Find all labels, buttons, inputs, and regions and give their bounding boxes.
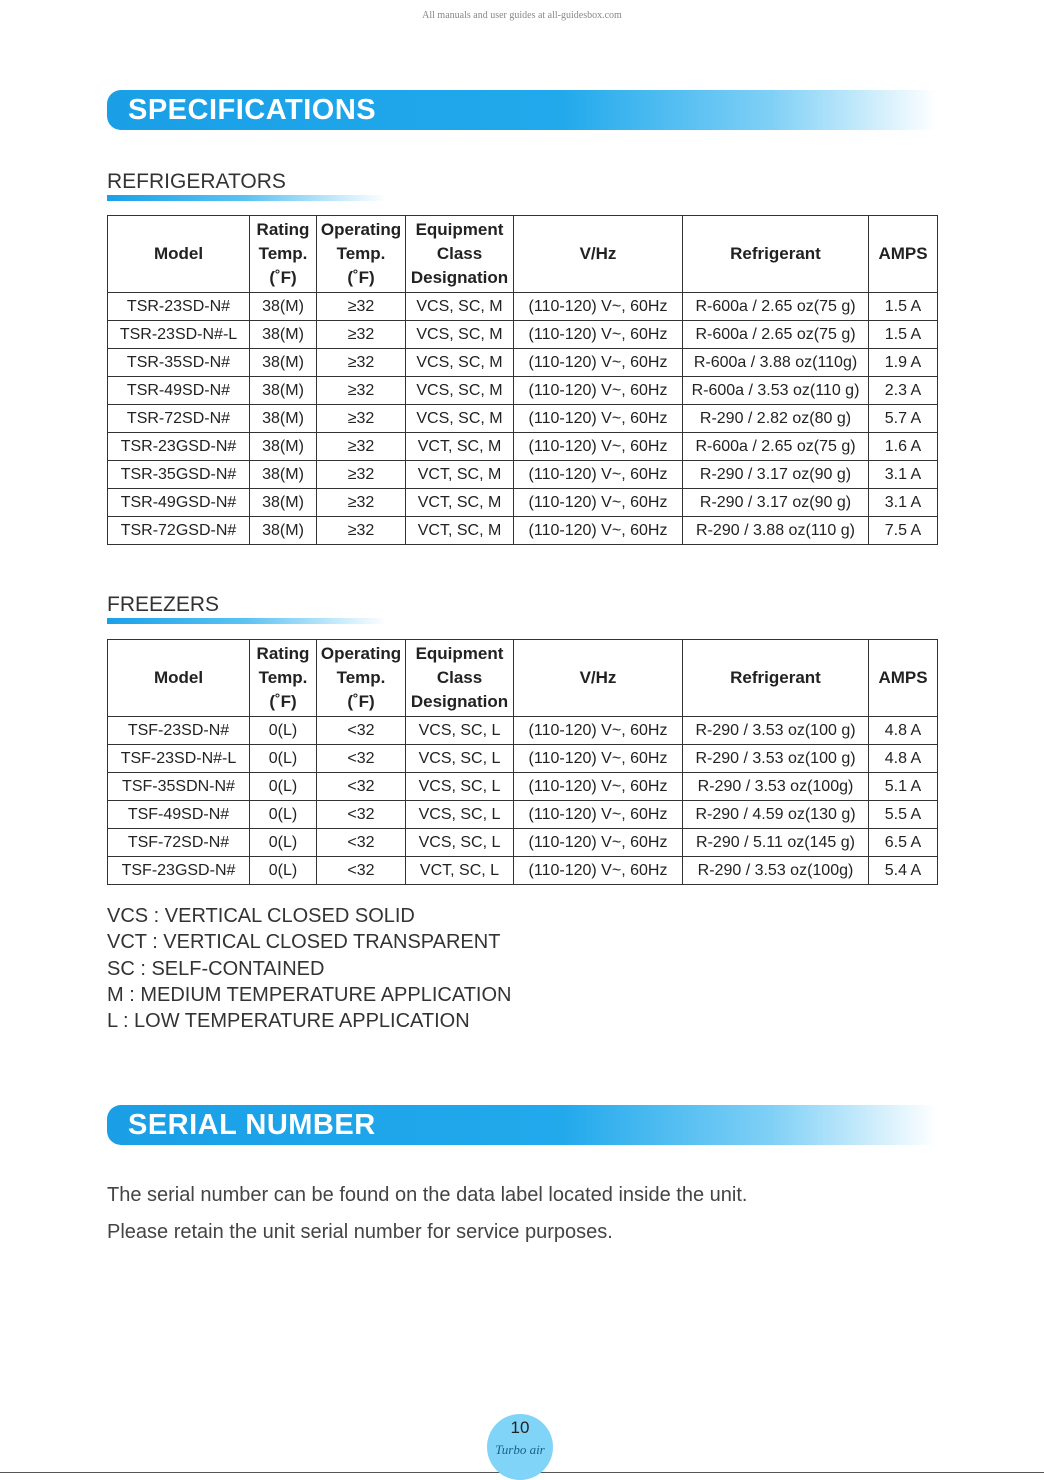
table-cell: 0(L) (250, 717, 317, 745)
col-header-equipment-class: Equipment Class Designation (406, 640, 514, 717)
table-cell: VCS, SC, L (406, 717, 514, 745)
table-cell: ≥32 (317, 349, 406, 377)
freezers-table (107, 639, 938, 885)
table-cell: 38(M) (250, 461, 317, 489)
col-header-rating-temp: Rating Temp. (˚F) (250, 640, 317, 717)
col-header-operating-temp: Operating Temp. (˚F) (317, 216, 406, 293)
table-cell: 5.1 A (869, 773, 938, 801)
table-cell: 4.8 A (869, 745, 938, 773)
table-cell: R-600a / 3.53 oz(110 g) (683, 377, 869, 405)
table-cell: (110-120) V~, 60Hz (514, 857, 683, 885)
table-cell: TSR-23SD-N#-L (108, 321, 250, 349)
table-cell: 3.1 A (869, 461, 938, 489)
table-cell: 0(L) (250, 773, 317, 801)
serial-number-banner (107, 1105, 937, 1145)
table-row (108, 349, 938, 377)
refrigerators-table (107, 215, 938, 545)
table-cell: (110-120) V~, 60Hz (514, 745, 683, 773)
refrigerators-underline (107, 195, 387, 201)
table-cell: ≥32 (317, 293, 406, 321)
table-cell: TSR-49SD-N# (108, 377, 250, 405)
table-row (108, 801, 938, 829)
table-cell: TSF-49SD-N# (108, 801, 250, 829)
table-cell: 1.5 A (869, 293, 938, 321)
table-cell: R-290 / 2.82 oz(80 g) (683, 405, 869, 433)
table-cell: (110-120) V~, 60Hz (514, 321, 683, 349)
table-cell: 38(M) (250, 405, 317, 433)
table-cell: 1.9 A (869, 349, 938, 377)
table-cell: 38(M) (250, 517, 317, 545)
table-cell: 0(L) (250, 829, 317, 857)
table-row (108, 857, 938, 885)
table-cell: 1.5 A (869, 321, 938, 349)
table-cell: R-290 / 3.53 oz(100g) (683, 857, 869, 885)
legend-item-vcs: VCS : VERTICAL CLOSED SOLID (107, 905, 415, 927)
table-header-row (108, 640, 938, 717)
table-row (108, 717, 938, 745)
table-row (108, 517, 938, 545)
table-row (108, 461, 938, 489)
table-cell: (110-120) V~, 60Hz (514, 293, 683, 321)
abbreviation-legend (107, 903, 512, 1034)
table-cell: <32 (317, 773, 406, 801)
table-cell: R-600a / 2.65 oz(75 g) (683, 293, 869, 321)
table-cell: VCS, SC, M (406, 321, 514, 349)
table-cell: <32 (317, 829, 406, 857)
table-cell: (110-120) V~, 60Hz (514, 433, 683, 461)
table-cell: VCS, SC, M (406, 293, 514, 321)
table-cell: 38(M) (250, 489, 317, 517)
table-cell: VCT, SC, L (406, 857, 514, 885)
table-cell: VCS, SC, M (406, 349, 514, 377)
table-cell: R-600a / 3.88 oz(110g) (683, 349, 869, 377)
table-cell: R-290 / 3.88 oz(110 g) (683, 517, 869, 545)
table-row (108, 745, 938, 773)
table-cell: 3.1 A (869, 489, 938, 517)
col-header-model: Model (108, 640, 250, 717)
table-row (108, 321, 938, 349)
col-header-amps: AMPS (869, 216, 938, 293)
table-cell: R-290 / 3.53 oz(100 g) (683, 745, 869, 773)
table-cell: VCS, SC, L (406, 829, 514, 857)
table-cell: (110-120) V~, 60Hz (514, 829, 683, 857)
table-cell: (110-120) V~, 60Hz (514, 717, 683, 745)
serial-paragraph-1: The serial number can be found on the data label located inside the unit. (107, 1184, 748, 1206)
table-cell: VCS, SC, M (406, 405, 514, 433)
table-cell: 0(L) (250, 745, 317, 773)
freezers-heading: FREEZERS (107, 593, 220, 616)
table-cell: VCT, SC, M (406, 433, 514, 461)
table-cell: R-600a / 2.65 oz(75 g) (683, 321, 869, 349)
table-cell: TSF-35SDN-N# (108, 773, 250, 801)
brand-name: Turbo air (495, 1442, 545, 1457)
legend-item-m: M : MEDIUM TEMPERATURE APPLICATION (107, 983, 512, 1006)
table-row (108, 293, 938, 321)
col-header-vhz: V/Hz (514, 216, 683, 293)
col-header-rating-temp: Rating Temp. (˚F) (250, 216, 317, 293)
table-cell: ≥32 (317, 489, 406, 517)
col-header-amps: AMPS (869, 640, 938, 717)
col-header-refrigerant: Refrigerant (683, 640, 869, 717)
legend-item-l: L : LOW TEMPERATURE APPLICATION (107, 1010, 470, 1033)
table-cell: (110-120) V~, 60Hz (514, 377, 683, 405)
table-cell: ≥32 (317, 517, 406, 545)
table-cell: (110-120) V~, 60Hz (514, 801, 683, 829)
table-cell: 2.3 A (869, 377, 938, 405)
table-cell: (110-120) V~, 60Hz (514, 349, 683, 377)
table-cell: (110-120) V~, 60Hz (514, 773, 683, 801)
table-row (108, 489, 938, 517)
table-cell: (110-120) V~, 60Hz (514, 489, 683, 517)
serial-number-title: SERIAL NUMBER (128, 1109, 376, 1141)
table-cell: R-600a / 2.65 oz(75 g) (683, 433, 869, 461)
col-header-vhz: V/Hz (514, 640, 683, 717)
table-cell: TSF-23GSD-N# (108, 857, 250, 885)
table-cell: R-290 / 4.59 oz(130 g) (683, 801, 869, 829)
table-cell: 38(M) (250, 321, 317, 349)
freezers-underline (107, 618, 387, 624)
table-cell: ≥32 (317, 461, 406, 489)
table-cell: <32 (317, 717, 406, 745)
table-cell: TSR-35SD-N# (108, 349, 250, 377)
table-cell: 5.5 A (869, 801, 938, 829)
table-row (108, 377, 938, 405)
table-cell: VCS, SC, L (406, 745, 514, 773)
specifications-title: SPECIFICATIONS (128, 94, 377, 126)
table-cell: (110-120) V~, 60Hz (514, 461, 683, 489)
table-cell: R-290 / 3.17 oz(90 g) (683, 489, 869, 517)
serial-paragraph-2: Please retain the unit serial number for service purposes. (107, 1221, 613, 1243)
table-cell: ≥32 (317, 321, 406, 349)
table-cell: VCT, SC, M (406, 489, 514, 517)
table-cell: (110-120) V~, 60Hz (514, 405, 683, 433)
table-cell: ≥32 (317, 377, 406, 405)
page-number: 10 (510, 1418, 530, 1437)
table-cell: 1.6 A (869, 433, 938, 461)
table-cell: 4.8 A (869, 717, 938, 745)
table-cell: VCS, SC, L (406, 773, 514, 801)
table-cell: 38(M) (250, 433, 317, 461)
table-cell: R-290 / 5.11 oz(145 g) (683, 829, 869, 857)
table-cell: R-290 / 3.17 oz(90 g) (683, 461, 869, 489)
legend-item-vct: VCT : VERTICAL CLOSED TRANSPARENT (107, 931, 501, 954)
table-cell: VCT, SC, M (406, 461, 514, 489)
table-cell: 0(L) (250, 857, 317, 885)
table-cell: ≥32 (317, 405, 406, 433)
table-cell: 7.5 A (869, 517, 938, 545)
table-cell: TSF-23SD-N#-L (108, 745, 250, 773)
table-cell: <32 (317, 745, 406, 773)
table-cell: 6.5 A (869, 829, 938, 857)
col-header-operating-temp: Operating Temp. (˚F) (317, 640, 406, 717)
table-cell: 38(M) (250, 349, 317, 377)
table-row (108, 773, 938, 801)
table-cell: 0(L) (250, 801, 317, 829)
table-cell: TSR-35GSD-N# (108, 461, 250, 489)
table-row (108, 405, 938, 433)
legend-item-sc: SC : SELF-CONTAINED (107, 957, 325, 980)
table-cell: VCS, SC, L (406, 801, 514, 829)
table-cell: TSR-72GSD-N# (108, 517, 250, 545)
table-cell: TSR-49GSD-N# (108, 489, 250, 517)
col-header-equipment-class: Equipment Class Designation (406, 216, 514, 293)
table-cell: (110-120) V~, 60Hz (514, 517, 683, 545)
table-cell: 5.7 A (869, 405, 938, 433)
table-cell: TSF-23SD-N# (108, 717, 250, 745)
table-cell: VCS, SC, M (406, 377, 514, 405)
col-header-model: Model (108, 216, 250, 293)
specifications-banner (107, 90, 937, 130)
refrigerators-heading: REFRIGERATORS (107, 170, 286, 193)
table-cell: TSR-72SD-N# (108, 405, 250, 433)
table-cell: 38(M) (250, 377, 317, 405)
table-cell: <32 (317, 857, 406, 885)
table-header-row (108, 216, 938, 293)
table-cell: R-290 / 3.53 oz(100 g) (683, 717, 869, 745)
table-cell: R-290 / 3.53 oz(100g) (683, 773, 869, 801)
table-cell: TSR-23GSD-N# (108, 433, 250, 461)
table-cell: <32 (317, 801, 406, 829)
table-cell: ≥32 (317, 433, 406, 461)
table-cell: 38(M) (250, 293, 317, 321)
table-row (108, 829, 938, 857)
table-row (108, 433, 938, 461)
col-header-refrigerant: Refrigerant (683, 216, 869, 293)
watermark-text: All manuals and user guides at all-guidesbox.com (422, 10, 622, 21)
table-cell: TSR-23SD-N# (108, 293, 250, 321)
table-cell: 5.4 A (869, 857, 938, 885)
table-cell: TSF-72SD-N# (108, 829, 250, 857)
table-cell: VCT, SC, M (406, 517, 514, 545)
